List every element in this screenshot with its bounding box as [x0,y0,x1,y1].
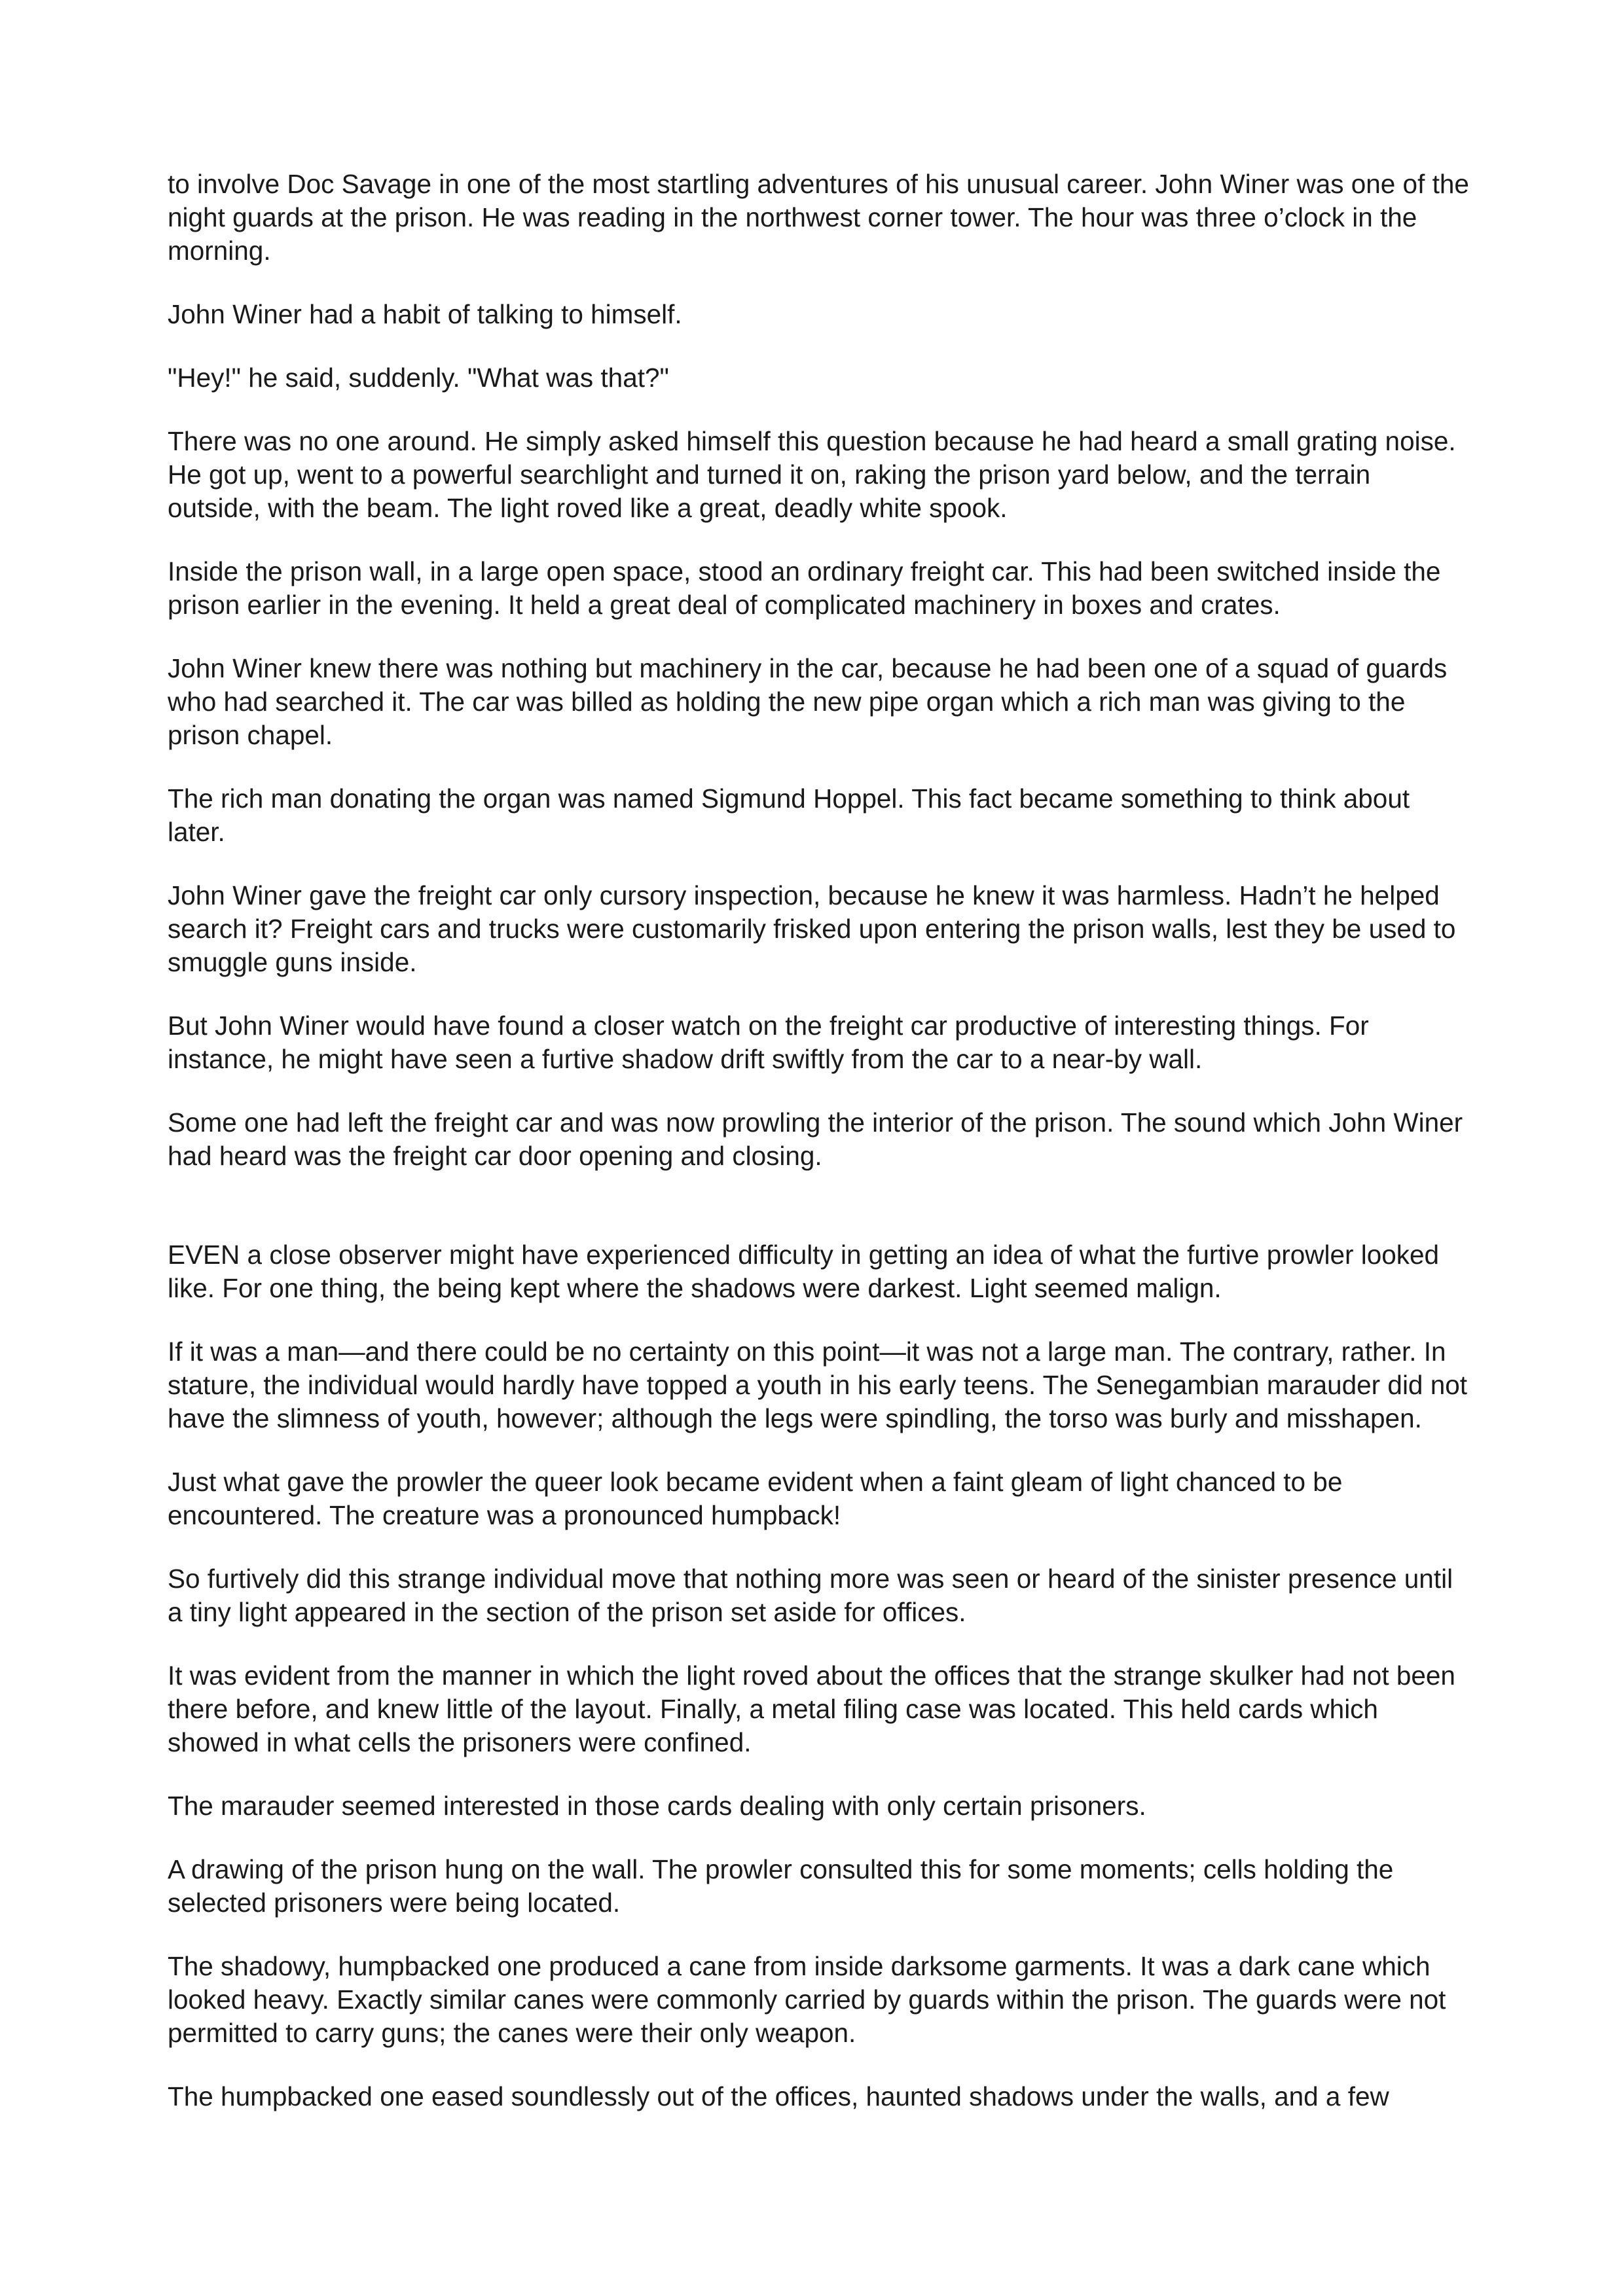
paragraph: So furtively did this strange individual move that nothing more was seen or heard of the sinister presence until a tiny light appeared in the section of the prison set aside for offices. [168,1564,1453,1627]
paragraph: Just what gave the prowler the queer look became evident when a faint gleam of light chanced to be encountered. The creature was a pronounced humpback! [168,1467,1343,1530]
paragraph: It was evident from the manner in which the light roved about the offices that the strange skulker had not been there before, and knew little of the layout. Finally, a metal filing case was located. This held cards which showed in what cells the prisoners were confined. [168,1660,1455,1757]
paragraph: Some one had left the freight car and was now prowling the interior of the prison. The sound which John Winer had heard was the freight car door opening and closing. [168,1107,1463,1171]
paragraph: John Winer gave the freight car only cursory inspection, because he knew it was harmless. Hadn’t he helped search it? Freight cars and trucks were customarily frisked upon entering the prison walls, lest they be used to smuggle guns inside. [168,880,1456,977]
paragraph: The marauder seemed interested in those cards dealing with only certain prisoners. [168,1791,1146,1821]
paragraph: If it was a man—and there could be no certainty on this point—it was not a large man. The contrary, rather. In stature, the individual would hardly have topped a youth in his early teens. The Senegambian marauder did not have the slimness of youth, however; although the legs were spindling, the torso was burly and misshapen. [168,1336,1468,1433]
paragraph: The rich man donating the organ was named Sigmund Hoppel. This fact became something to think about later. [168,783,1410,847]
paragraph: to involve Doc Savage in one of the most startling adventures of his unusual career. John Winer was one of the night guards at the prison. He was reading in the northwest corner tower. The hour was three o’clock in the morning. [168,169,1469,266]
paragraph: "Hey!" he said, suddenly. "What was that?" [168,363,669,393]
body-text [168,168,1470,2144]
paragraph: John Winer knew there was nothing but machinery in the car, because he had been one of a squad of guards who had searched it. The car was billed as holding the new pipe organ which a rich man was giving to the prison chapel. [168,653,1448,750]
paragraph: Inside the prison wall, in a large open space, stood an ordinary freight car. This had been switched inside the prison earlier in the evening. It held a great deal of complicated machinery in boxes and crates. [168,556,1441,620]
section-opening-paragraph: EVEN a close observer might have experienced difficulty in getting an idea of what the furtive prowler looked like. For one thing, the being kept where the shadows were darkest. Light seemed malign. [168,1240,1440,1303]
paragraph: But John Winer would have found a closer watch on the freight car productive of interesting things. For instance, he might have seen a furtive shadow drift swiftly from the car to a near-by wall. [168,1011,1369,1074]
paragraph: The shadowy, humpbacked one produced a cane from inside darksome garments. It was a dark cane which looked heavy. Exactly similar canes were commonly carried by guards within the prison. The guards were not permitted to carry guns; the canes were their only weapon. [168,1951,1446,2048]
paragraph: A drawing of the prison hung on the wall. The prowler consulted this for some moments; cells holding the selected prisoners were being located. [168,1854,1394,1918]
paragraph: There was no one around. He simply asked himself this question because he had heard a small grating noise. He got up, went to a powerful searchlight and turned it on, raking the prison yard below, and the terrain outside, with the beam. The light roved like a great, deadly white spook. [168,426,1456,523]
paragraph: John Winer had a habit of talking to himself. [168,299,682,329]
paragraph: The humpbacked one eased soundlessly out of the offices, haunted shadows under the walls, and a few [168,2081,1389,2111]
